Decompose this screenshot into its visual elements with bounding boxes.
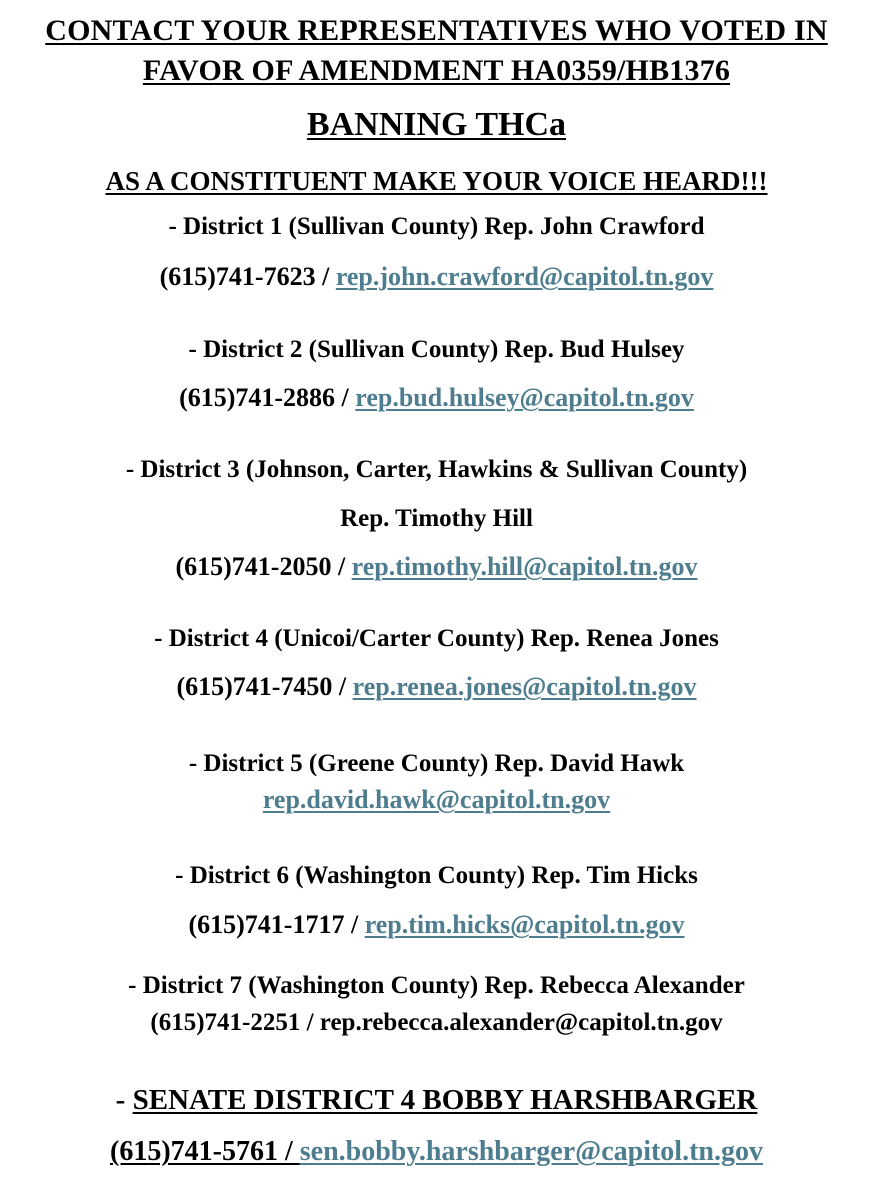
district-3-rep-name: Rep. Timothy Hill — [340, 505, 533, 532]
district-6-contact — [0, 910, 873, 940]
district-4-email-link[interactable]: rep.renea.jones@capitol.tn.gov — [352, 672, 697, 701]
header-line-1: CONTACT YOUR REPRESENTATIVES WHO VOTED IN — [45, 14, 828, 47]
district-5-email-link[interactable]: rep.david.hawk@capitol.tn.gov — [262, 785, 611, 814]
district-4-heading: - District 4 (Unicoi/Carter County) Rep. Renea Jones — [154, 625, 719, 652]
district-2-heading: - District 2 (Sullivan County) Rep. Bud Hulsey — [188, 336, 685, 363]
senate-phone: (615)741-5761 / — [110, 1136, 300, 1167]
district-1-email-link[interactable]: rep.john.crawford@capitol.tn.gov — [335, 262, 714, 291]
district-3-email-link[interactable]: rep.timothy.hill@capitol.tn.gov — [351, 552, 698, 581]
district-4-phone: (615)741-7450 / — [176, 672, 353, 701]
district-3-contact — [0, 552, 873, 582]
district-3-phone: (615)741-2050 / — [175, 552, 352, 581]
district-6-heading: - District 6 (Washington County) Rep. Tim Hicks — [175, 862, 698, 889]
header-line-2: FAVOR OF AMENDMENT HA0359/HB1376 — [142, 54, 731, 87]
district-1-phone: (615)741-7623 / — [159, 262, 336, 291]
district-7-contact: (615)741-2251 / rep.rebecca.alexander@capitol.tn.gov — [150, 1009, 723, 1036]
district-1-heading: - District 1 (Sullivan County) Rep. John Crawford — [168, 213, 705, 240]
district-6-email-link[interactable]: rep.tim.hicks@capitol.tn.gov — [364, 910, 685, 939]
senate-contact — [0, 1136, 873, 1168]
district-6-phone: (615)741-1717 / — [188, 910, 365, 939]
district-5-heading: - District 5 (Greene County) Rep. David Hawk — [188, 750, 685, 777]
senate-email-link[interactable]: sen.bobby.harshbarger@capitol.tn.gov — [299, 1136, 763, 1167]
district-7-heading: - District 7 (Washington County) Rep. Rebecca Alexander — [128, 972, 745, 999]
senate-heading — [0, 1084, 873, 1117]
district-2-email-link[interactable]: rep.bud.hulsey@capitol.tn.gov — [355, 383, 694, 412]
senate-prefix: - — [115, 1084, 133, 1116]
call-to-action: AS A CONSTITUENT MAKE YOUR VOICE HEARD!!! — [105, 166, 768, 196]
page-title: BANNING THCa — [306, 106, 567, 143]
senate-heading-text: SENATE DISTRICT 4 BOBBY HARSHBARGER — [132, 1084, 758, 1116]
district-5-contact — [0, 785, 873, 815]
district-4-contact — [0, 672, 873, 702]
district-2-phone: (615)741-2886 / — [179, 383, 356, 412]
district-2-contact — [0, 383, 873, 413]
district-1-contact — [0, 262, 873, 292]
district-3-heading: - District 3 (Johnson, Carter, Hawkins & Sullivan County) — [125, 456, 748, 483]
